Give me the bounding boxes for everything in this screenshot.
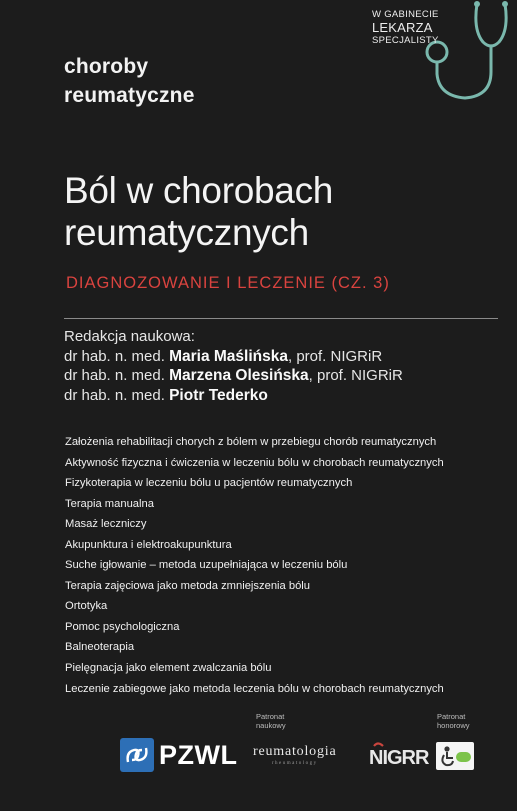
topic-item: Założenia rehabilitacji chorych z bólem w przebiegu chorób reumatycznych: [65, 436, 437, 448]
scientific-patronage-label: [256, 712, 286, 730]
badge-line-2: LEKARZA: [372, 20, 433, 35]
reumatologia-tagline: rheumatology: [271, 761, 318, 766]
title-line-1: Ból w chorobach: [64, 170, 334, 211]
topic-item: Pielęgnacja jako element zwalczania bólu: [65, 662, 272, 675]
topic-item: Fizykoterapia w leczeniu bólu u pacjentów reumatycznych: [65, 477, 353, 490]
topic-item: Pomoc psychologiczna: [65, 620, 180, 633]
topic-item: Akupunktura i elektroakupunktura: [65, 538, 232, 551]
accessibility-icon: [436, 742, 474, 770]
topic-item: Ortotyka: [65, 600, 108, 613]
reumatologia-wordmark: reumatologia: [253, 744, 337, 759]
title-line-2: reumatycznych: [64, 212, 309, 253]
nigrr-wordmark: NIGRR: [369, 747, 429, 769]
series-badge: [372, 9, 439, 47]
editor-suffix: , prof. NIGRiR: [287, 347, 383, 365]
pzwl-logo: [120, 738, 237, 772]
book-subtitle: DIAGNOZOWANIE I LECZENIE (CZ. 3): [66, 274, 390, 292]
editor-prefix: dr hab. n. med.: [64, 367, 165, 384]
patronage-label-line: naukowy: [256, 721, 286, 730]
patronage-label-line: honorowy: [437, 721, 470, 730]
series-line-2: reumatyczne: [64, 84, 195, 107]
editors-block: [64, 327, 403, 405]
badge-line-1: W GABINECIE: [372, 9, 439, 20]
editor-suffix: , prof. NIGRiR: [308, 367, 403, 384]
book-title: [64, 170, 333, 254]
editor-row: [64, 347, 403, 367]
editor-prefix: dr hab. n. med.: [64, 347, 165, 365]
editors-heading: Redakcja naukowa:: [64, 328, 195, 345]
pzwl-mark-icon: [120, 738, 154, 772]
honorary-patronage-label: [437, 712, 470, 730]
topic-item: Suche igłowanie – metoda uzupełniająca w leczeniu bólu: [65, 559, 348, 572]
editor-row: [64, 366, 403, 386]
accessibility-logo: [436, 742, 474, 770]
nigrr-logo: [368, 738, 429, 774]
series-title: [64, 52, 195, 110]
editor-name: Piotr Tederko: [169, 386, 268, 404]
badge-line-3: SPECJALISTY: [372, 35, 439, 46]
topics-list: [65, 432, 444, 699]
topic-item: Masaż leczniczy: [65, 518, 147, 531]
reumatologia-logo: [253, 744, 336, 766]
topic-item: Balneoterapia: [65, 641, 135, 654]
divider: [64, 318, 498, 319]
editor-name: Maria Maślińska: [169, 347, 288, 365]
editor-prefix: dr hab. n. med.: [64, 386, 165, 404]
topic-item: Leczenie zabiegowe jako metoda leczenia bólu w chorobach reumatycznych: [65, 682, 444, 695]
topic-item: Terapia manualna: [65, 497, 154, 510]
pzwl-wordmark: PZWL: [159, 739, 238, 770]
topic-item: Aktywność fizyczna i ćwiczenia w leczeniu bólu w chorobach reumatycznych: [65, 456, 444, 469]
series-line-1: choroby: [64, 55, 149, 78]
editor-name: Marzena Olesińska: [169, 367, 309, 384]
topic-item: Terapia zajęciowa jako metoda zmniejszenia bólu: [65, 579, 311, 592]
patronage-label-line: Patronat: [437, 712, 466, 721]
patronage-label-line: Patronat: [256, 712, 285, 721]
editor-row: [64, 386, 403, 406]
